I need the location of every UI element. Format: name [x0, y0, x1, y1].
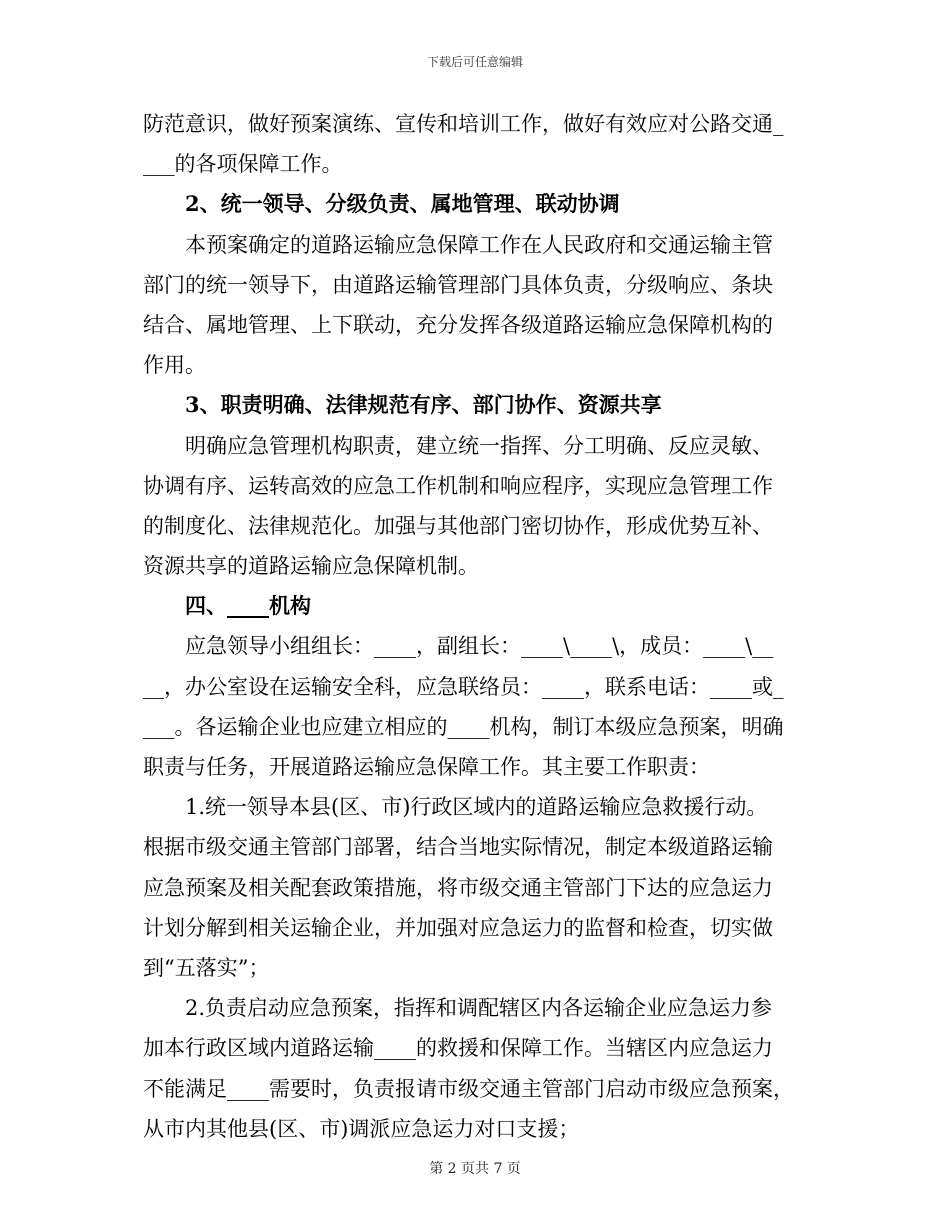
body-line: 结合、属地管理、上下联动，充分发挥各级道路运输应急保障机构的 — [143, 312, 773, 337]
body-line: 到“五落实”； — [143, 955, 270, 980]
list-item-first-line: 1.统一领导本县(区、市)行政区域内的道路运输应急救援行动。 — [185, 795, 768, 820]
body-line: ___的各项保障工作。 — [143, 152, 343, 177]
body-line: 资源共享的道路运输应急保障机制。 — [143, 554, 479, 579]
body-line: 的制度化、法律规范化。加强与其他部门密切协作，形成优势互补、 — [143, 513, 773, 538]
paragraph-first-line: 本预案确定的道路运输应急保障工作在人民政府和交通运输主管 — [185, 232, 773, 257]
body-line: 应急预案及相关配套政策措施，将市级交通主管部门下达的应急运力 — [143, 875, 773, 900]
body-line: 协调有序、运转高效的应急工作机制和响应程序，实现应急管理工作 — [143, 473, 773, 498]
body-line: ___。各运输企业也应建立相应的____机构，制订本级应急预案，明确 — [143, 714, 784, 739]
document-body — [143, 104, 810, 1149]
body-line: 根据市级交通主管部门部署，结合当地实际情况，制定本级道路运输 — [143, 835, 773, 860]
body-line: 部门的统一领导下，由道路运输管理部门具体负责，分级响应、条块 — [143, 272, 773, 297]
paragraph-first-line: 应急领导小组组长：____，副组长：____\____\，成员：____\__ — [185, 634, 774, 659]
paragraph-first-line: 明确应急管理机构职责，建立统一指挥、分工明确、反应灵敏、 — [185, 433, 773, 458]
page-number: 第 2 页共 7 页 — [429, 1161, 521, 1177]
chapter-heading: 四、____机构 — [185, 593, 311, 619]
body-line: 不能满足____需要时，负责报请市级交通主管部门启动市级应急预案， — [143, 1076, 794, 1101]
body-line: 防范意识，做好预案演练、宣传和培训工作，做好有效应对公路交通_ — [143, 112, 784, 136]
body-line: 职责与任务，开展道路运输应急保障工作。其主要工作职责： — [143, 755, 710, 779]
body-line: 计划分解到相关运输企业，并加强对应急运力的监督和检查，切实做 — [143, 915, 773, 940]
body-line: 作用。 — [143, 353, 206, 378]
section-heading: 3、职责明确、法律规范有序、部门协作、资源共享 — [185, 392, 662, 418]
list-item-first-line: 2.负责启动应急预案，指挥和调配辖区内各运输企业应急运力参 — [185, 996, 773, 1021]
body-line: __，办公室设在运输安全科，应急联络员：____，联系电话：____或_ — [143, 674, 784, 699]
page-header: 下载后可任意编辑 — [426, 55, 523, 69]
body-line: 从市内其他县(区、市)调派应急运力对口支援； — [143, 1116, 580, 1141]
section-heading: 2、统一领导、分级负责、属地管理、联动协调 — [185, 191, 620, 217]
body-line: 加本行政区域内道路运输____的救援和保障工作。当辖区内应急运力 — [143, 1036, 773, 1061]
